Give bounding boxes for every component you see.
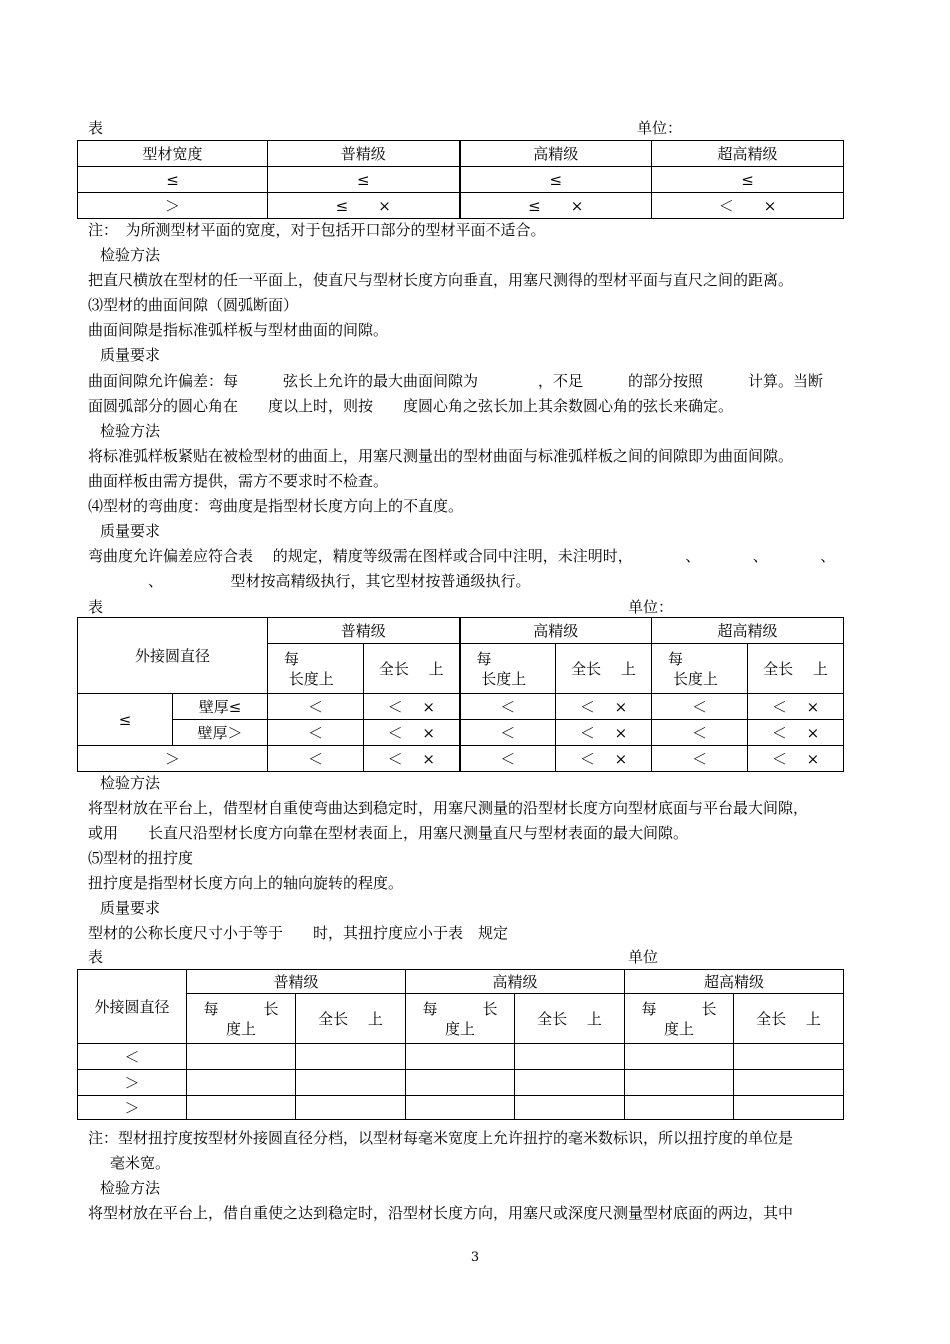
table1-unit: 单位： [637, 119, 683, 137]
paragraph: 将型材放在平台上，借型材自重使弯曲达到稳定时，用塞尺测量的沿型材长度方向型材底面与平台最大间隙， [88, 799, 809, 817]
paragraph: 曲面样板由需方提供，需方不要求时不检查。 [88, 472, 389, 490]
table-cell [734, 1096, 844, 1120]
table3-subheader-row [78, 994, 844, 1044]
table-cell: ≤ × [268, 193, 460, 219]
table-cell [515, 1070, 625, 1096]
table-cell: ＞ [78, 746, 268, 772]
table3-subheader: 每 长 度上 [187, 994, 296, 1044]
paragraph: 或用 长直尺沿型材长度方向靠在型材表面上，用塞尺测量直尺与型材表面的最大间隙。 [88, 824, 689, 842]
table2-group-header: 超高精级 [652, 618, 844, 644]
page-number: 3 [470, 1250, 480, 1265]
table-cell: ＜ [460, 720, 556, 746]
table-cell: ＜ [268, 720, 364, 746]
table-cell [734, 1044, 844, 1070]
table3-note: 毫米宽。 [110, 1154, 171, 1172]
table-cell [625, 1070, 734, 1096]
table2-subheader: 每 长度上 [268, 644, 364, 694]
table1-header: 超高精级 [652, 141, 844, 167]
table-cell [625, 1096, 734, 1120]
table-row [78, 167, 844, 193]
table-cell: ＜ [268, 746, 364, 772]
table1 [77, 140, 844, 219]
quality-heading: 质量要求 [100, 522, 161, 540]
table3-unit: 单位 [628, 948, 659, 966]
table-cell [187, 1044, 296, 1070]
table-cell: ＜ [652, 746, 748, 772]
paragraph: 型材的公称长度尺寸小于等于 时，其扭拧度应小于表 规定 [88, 924, 509, 942]
table-cell [406, 1096, 515, 1120]
table-cell: ≤ [652, 167, 844, 193]
table-cell [187, 1070, 296, 1096]
table-cell: ＞ [78, 1096, 187, 1120]
table-cell [406, 1044, 515, 1070]
table3-group-header: 超高精级 [625, 970, 844, 994]
table-cell: ≤ [78, 167, 268, 193]
table-cell: ＜ × [556, 720, 652, 746]
table-cell: ≤ [460, 167, 652, 193]
table2-group-header: 高精级 [460, 618, 652, 644]
table-cell [406, 1070, 515, 1096]
table-cell: ＜ × [364, 720, 460, 746]
table-cell: ≤ [78, 694, 173, 746]
table-cell: ＜ × [556, 746, 652, 772]
section-heading: ⑸型材的扭拧度 [88, 849, 194, 867]
table-cell: 壁厚≤ [173, 694, 268, 720]
table2-subheader: 每 长度上 [652, 644, 748, 694]
table-cell: ＜ × [748, 694, 844, 720]
table-row [78, 1096, 844, 1120]
table-cell: ＜ × [652, 193, 844, 219]
paragraph: 扭拧度是指型材长度方向上的轴向旋转的程度。 [88, 874, 404, 892]
paragraph: 把直尺横放在型材的任一平面上，使直尺与型材长度方向垂直，用塞尺测得的型材平面与直尺之间的距离。 [88, 271, 794, 289]
paragraph: 面圆弧部分的圆心角在 度以上时，则按 度圆心角之弦长加上其余数圆心角的弦长来确定。 [88, 397, 734, 415]
table-cell: ＜ [460, 746, 556, 772]
table-cell: ＜ [460, 694, 556, 720]
table3-subheader: 全长 上 [515, 994, 625, 1044]
table-row [78, 193, 844, 219]
table3-subheader: 每 长 度上 [625, 994, 734, 1044]
table-cell [296, 1044, 406, 1070]
table-cell [515, 1096, 625, 1120]
table-cell [187, 1096, 296, 1120]
table-cell: ≤ [268, 167, 460, 193]
table2-header-row [78, 618, 844, 644]
table3-note: 注：型材扭拧度按型材外接圆直径分档，以型材每毫米宽度上允许扭拧的毫米数标识，所以扭拧度的单位是 [88, 1129, 794, 1147]
inspect-heading: 检验方法 [100, 774, 161, 792]
table3 [77, 969, 844, 1120]
table-cell [625, 1044, 734, 1070]
table3-subheader: 全长 上 [734, 994, 844, 1044]
table-cell: 壁厚＞ [173, 720, 268, 746]
paragraph: 将标准弧样板紧贴在被检型材的曲面上，用塞尺测量出的型材曲面与标准弧样板之间的间隙即为曲面间隙。 [88, 447, 794, 465]
table-cell: ＞ [78, 1070, 187, 1096]
table-cell: ≤ × [460, 193, 652, 219]
table-cell: ＜ × [748, 720, 844, 746]
table2 [77, 617, 844, 772]
inspect-heading: 检验方法 [100, 246, 161, 264]
paragraph: 弯曲度允许偏差应符合表 的规定，精度等级需在图样或合同中注明，未注明时， 、 、 、 [88, 547, 836, 565]
table-cell: ＞ [78, 193, 268, 219]
table1-header: 型材宽度 [78, 141, 268, 167]
table3-subheader: 全长 上 [296, 994, 406, 1044]
table-row [78, 1044, 844, 1070]
table-cell: ＜ [652, 694, 748, 720]
table2-subheader: 全长 上 [748, 644, 844, 694]
table-row [78, 746, 844, 772]
table2-group-header: 普精级 [268, 618, 460, 644]
table1-header: 高精级 [460, 141, 652, 167]
table2-subheader: 每 长度上 [460, 644, 556, 694]
quality-heading: 质量要求 [100, 346, 161, 364]
table1-note: 注： 为所测型材平面的宽度，对于包括开口部分的型材平面不适合。 [88, 221, 546, 239]
table1-header: 普精级 [268, 141, 460, 167]
table1-caption: 表 [88, 119, 104, 137]
paragraph: 将型材放在平台上，借自重使之达到稳定时，沿型材长度方向，用塞尺或深度尺测量型材底面的两边，其中 [88, 1204, 794, 1222]
table2-subheader: 全长 上 [556, 644, 652, 694]
table2-header: 外接圆直径 [78, 618, 268, 694]
paragraph: 、 型材按高精级执行，其它型材按普通级执行。 [88, 572, 531, 590]
table1-header-row [78, 141, 844, 167]
table-cell: ＜ × [364, 694, 460, 720]
inspect-heading: 检验方法 [100, 422, 161, 440]
table-cell: ＜ [268, 694, 364, 720]
table-cell [515, 1044, 625, 1070]
table3-group-header: 普精级 [187, 970, 406, 994]
table-cell [296, 1096, 406, 1120]
paragraph: 曲面间隙允许偏差：每 弦长上允许的最大曲面间隙为 ，不足 的部分按照 计算。当断 [88, 372, 824, 390]
table3-subheader: 每 长 度上 [406, 994, 515, 1044]
section-heading: ⑶型材的曲面间隙（圆弧断面） [88, 296, 299, 314]
table-cell: ＜ [78, 1044, 187, 1070]
table-cell: ＜ × [748, 746, 844, 772]
table2-unit: 单位： [628, 598, 674, 616]
table-cell: ＜ [652, 720, 748, 746]
table-cell: ＜ × [556, 694, 652, 720]
table-cell [296, 1070, 406, 1096]
inspect-heading: 检验方法 [100, 1179, 161, 1197]
table-cell: ＜ × [364, 746, 460, 772]
table-cell [734, 1070, 844, 1096]
paragraph: 曲面间隙是指标准弧样板与型材曲面的间隙。 [88, 321, 389, 339]
quality-heading: 质量要求 [100, 899, 161, 917]
section-heading: ⑷型材的弯曲度：弯曲度是指型材长度方向上的不直度。 [88, 497, 464, 515]
table2-subheader: 全长 上 [364, 644, 460, 694]
table-row [78, 720, 844, 746]
table-row [78, 694, 844, 720]
table3-caption: 表 [88, 948, 104, 966]
table2-caption: 表 [88, 598, 104, 616]
table3-header: 外接圆直径 [78, 970, 187, 1044]
table3-group-header: 高精级 [406, 970, 625, 994]
table-row [78, 1070, 844, 1096]
table3-header-row [78, 970, 844, 994]
